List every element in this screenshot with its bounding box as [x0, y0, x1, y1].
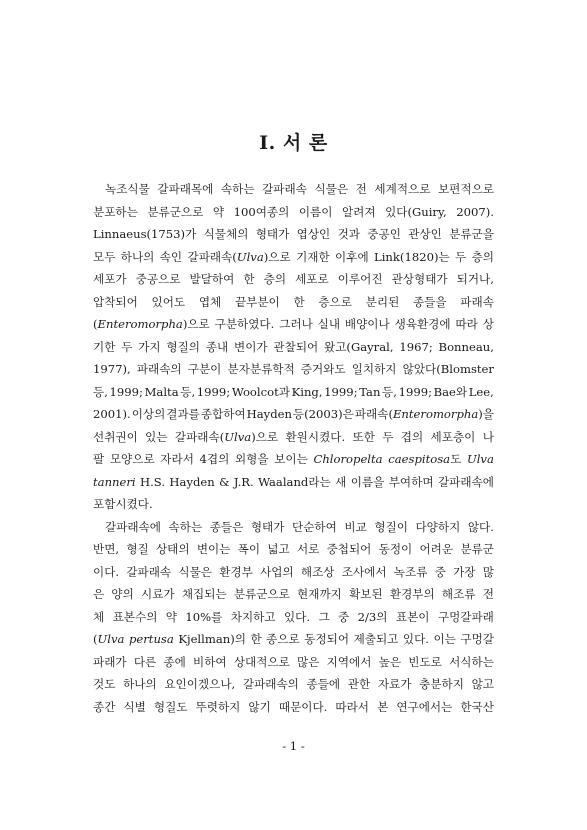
body-text: [93, 178, 494, 718]
text-line: (Enteromorpha)으로 구분하였다. 그러나 실내 배양이나 생육환경에 따라 상: [93, 317, 494, 331]
text-line: 세포가 중공으로 발달하여 한 층의 세포로 이루어진 관상형태가 되거나,: [93, 272, 494, 286]
text-line: 녹조식물 갈파래목에 속하는 갈파래속 식물은 전 세계적으로 보편적으로: [105, 182, 494, 196]
text-line: 2001). 이상의 결과를 종합하여 Hayden 등(2003)은 파래속(Enteromorpha)을: [93, 407, 494, 421]
text-line: 반면, 형질 상태의 변이는 폭이 넓고 서로 중첩되어 동정이 어려운 분류군: [93, 542, 494, 556]
text-line: tanneri H.S. Hayden & J.R. Waaland라는 새 이름을 부여하며 갈파래속에: [93, 474, 494, 489]
text-line: 은 양의 시료가 채집되는 분류군으로 현재까지 확보된 환경부의 해조류 전: [93, 587, 494, 601]
text-line: 팔 모양으로 자라서 4겹의 외형을 보이는 Chloropelta caespitosa도 Ulva: [93, 452, 494, 466]
text-line: (Ulva pertusa Kjellman)의 한 종으로 동정되어 제출되고 있다. 이는 구멍갈: [93, 632, 494, 646]
text-line: 포함시켰다.: [93, 497, 153, 511]
text-line: 이다. 갈파래속 식물은 환경부 사업의 해조상 조사에서 녹조류 중 가장 많: [93, 564, 494, 579]
chapter-title: I. 서 론: [259, 132, 328, 154]
page-number: - 1 -: [282, 739, 305, 753]
text-line: 갈파래속에 속하는 종들은 형태가 단순하여 비교 형질이 다양하지 않다.: [105, 519, 494, 534]
text-line: 종간 식별 형질도 뚜렷하지 않기 때문이다. 따라서 본 연구에서는 한국산: [93, 699, 494, 714]
text-line: Linnaeus(1753)가 식물체의 형태가 엽상인 것과 중공인 관상인 분류군을: [93, 227, 494, 241]
text-line: 체 표본수의 약 10%를 차지하고 있다. 그 중 2/3의 표본이 구멍갈파래: [93, 609, 494, 624]
paragraph-container: [93, 178, 494, 718]
text-line: 1977), 파래속의 구분이 분자분류학적 증거와도 일치하지 않았다(Blomster: [93, 362, 494, 376]
text-line: 파래가 다른 종에 비하여 상대적으로 많은 지역에서 높은 빈도로 서식하는: [93, 654, 494, 669]
text-line: 선취권이 있는 갈파래속(Ulva)으로 환원시켰다. 또한 두 겹의 세포층이 나: [93, 429, 494, 444]
text-line: 압착되어 있어도 엽체 끝부분이 한 층으로 분리된 종들을 파래속: [93, 294, 494, 309]
text-line: 분포하는 분류군으로 약 100여종의 이름이 알려져 있다(Guiry, 2007).: [93, 204, 494, 219]
text-line: 기한 두 가지 형질의 종내 변이가 관찰되어 왔고(Gayral, 1967; Bonneau,: [93, 339, 494, 354]
text-line: 것도 하나의 요인이겠으나, 갈파래속의 종들에 관한 자료가 충분하지 않고: [93, 677, 494, 691]
text-line: 모두 하나의 속인 갈파래속(Ulva)으로 기재한 이후에 Link(1820)는 두 층의: [93, 249, 494, 264]
text-line: 등, 1999; Malta 등, 1999; Woolcot과 King, 1999; Tan 등, 1999; Bae와 Lee,: [93, 384, 494, 399]
